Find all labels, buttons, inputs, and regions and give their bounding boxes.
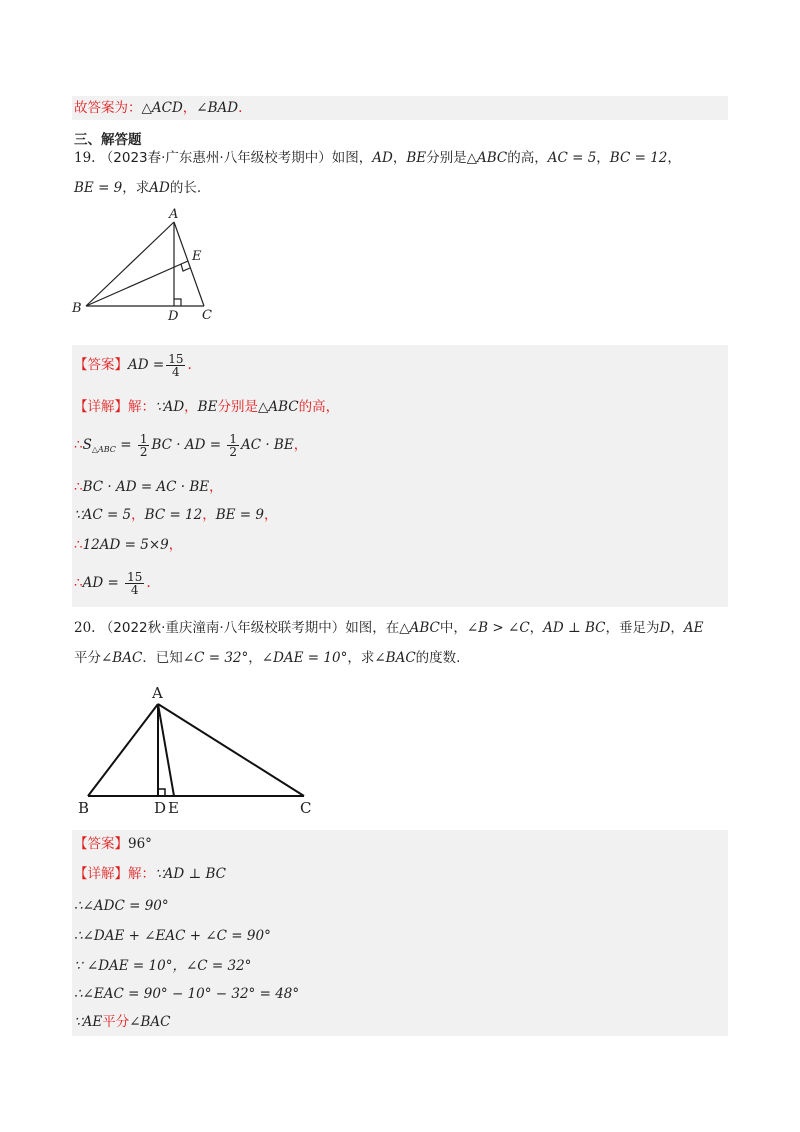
q19-side-ab [86,222,174,306]
q19-d2d: = [115,437,136,453]
q19-d6b: AD = [82,575,124,591]
q20-detail-line1 [74,864,226,884]
q20-bisector-ae [158,704,174,796]
q19-d5c: ， [168,537,183,553]
q19-answer-num: 15 [168,352,184,366]
q19-detail-line4 [74,505,278,525]
q19-t12: ，求 [122,180,150,196]
q19-d2-n1: 1 [139,432,148,446]
q19-d2b: S [82,437,92,453]
q19-d4d: ， [202,507,216,523]
q19-d6e: . [146,575,151,591]
q20-detail-tag: 【详解】解： [74,866,155,882]
prev-answer-line [74,98,242,118]
q20-t7: D [659,620,671,636]
q20-detail-line5: ∴∠EAC = 90° − 10° − 32° = 48° [74,986,300,1002]
section-title: 三、解答题 [74,132,142,148]
prev-answer-prefix: 故答案为： [74,100,142,116]
q20-solution [74,830,724,1036]
q20-l2g: ，求 [347,650,375,666]
q19-d3c: ， [209,479,223,495]
q19-d6-frac [125,571,144,596]
q19-detail-line5 [74,535,182,555]
q19-d2-frac2 [227,433,239,458]
q20-l2e: ， [248,650,262,666]
q19-t2: ， [392,150,407,166]
q20-t4: ， [529,620,544,636]
q20-label-d: D [154,799,167,817]
q20-l2h: ∠BAC [374,650,416,666]
q20-line2 [74,648,460,668]
q19-d4a: ∵AC = 5 [74,507,132,523]
q19-d5b: 12AD = 5×9 [82,537,169,553]
q20-d6c: ∠BAC [129,1014,171,1030]
q19-label-b: B [72,301,82,316]
q19-d2-n2: 1 [229,432,237,446]
q20-answer-line [74,834,152,854]
q19-answer-tag: 【答案】 [74,357,128,373]
prev-answer-sep: ， [182,100,197,116]
q20-label-a: A [152,684,163,702]
q20-detail-line3: ∴∠DAE + ∠EAC + ∠C = 90° [74,928,271,944]
q19-d4f: ， [264,507,278,523]
q20-source: （2022秋·重庆潼南·八年级校联考期中）如图，在 [99,620,400,636]
q19-d1a: ∵AD [155,399,185,415]
q20-number: 20. [74,620,96,636]
q20-label-c: C [300,799,312,817]
q19-answer-den: 4 [172,365,180,379]
q20-t2: 中， [439,620,467,636]
q20-t3: ∠B > ∠C [466,620,530,636]
q19-d1e: △ABC [257,399,299,415]
q20-d6a: ∵AE [74,1014,103,1030]
q20-side-ab [88,704,158,796]
q20-figure [70,680,330,820]
q20-l2b: ∠BAC [101,650,143,666]
q19-t9: BC = 12 [609,150,668,166]
q19-d4e: BE = 9 [215,507,264,523]
q20-label-b: B [78,799,90,817]
q20-l2c: ．已知 [142,650,183,666]
q19-d2-frac1 [138,433,150,458]
q19-label-c: C [202,308,212,323]
q19-answer-lhs: AD = [128,357,165,373]
q19-d2f: AC · BE [240,437,294,453]
q19-d2-d1: 2 [139,445,148,459]
q20-t1: △ABC [399,620,440,636]
q20-t9: AE [683,620,704,636]
q19-source: （2023春·广东惠州·八年级校考期中）如图， [99,150,373,166]
q19-d6-n: 15 [127,570,143,584]
q19-t4: 分别是 [426,150,467,166]
q20-detail-line4: ∵ ∠DAE = 10°，∠C = 32° [74,958,252,974]
q20-right-angle-d [158,789,165,796]
q19-t8: ， [596,150,610,166]
q19-label-a: A [169,207,179,222]
q19-d3a: ∴ [74,479,83,495]
q19-d6-d: 4 [130,583,139,597]
q19-line1 [74,148,681,168]
q19-t6: 的高， [507,150,548,166]
q19-t5: △ABC [466,150,508,166]
q20-l2f: ∠DAE = 10° [261,650,348,666]
q19-d6a: ∴ [74,575,83,591]
q20-t5: AD ⊥ BC [543,620,606,636]
q19-d2a: ∴ [74,437,83,453]
q20-answer-value: 96° [128,836,152,852]
q19-line2 [74,178,201,198]
q19-t13: AD [149,180,170,196]
q20-detail-line2: ∴∠ADC = 90° [74,898,169,914]
q19-d1d: 分别是 [217,399,258,415]
prev-answer-a1: △ACD [141,100,183,116]
q19-d2e: BC · AD = [151,437,226,453]
q19-detail-line2 [74,433,307,460]
q20-d1: ∵AD ⊥ BC [155,866,226,882]
q19-detail-line3 [74,477,223,497]
q19-detail-line6 [74,571,151,596]
q19-altitude-be [86,261,188,306]
q20-detail-line6 [74,1012,171,1032]
q19-t14: 的长. [169,180,202,196]
prev-answer-end: . [238,100,243,116]
q19-label-d: D [168,309,179,324]
q19-t1: AD [372,150,393,166]
q19-detail-line1 [74,397,339,417]
q19-label-e: E [192,249,202,264]
q20-l2a: 平分 [74,650,101,666]
q19-t10: ， [667,150,681,166]
q19-d3b: BC · AD = AC · BE [82,479,210,495]
q19-solution [74,345,724,607]
q19-d2c: △ABC [91,445,116,454]
q19-d4c: BC = 12 [144,507,203,523]
q19-d2g: ， [293,437,308,453]
q19-answer-line [74,353,192,378]
q19-figure [60,200,240,330]
q19-d5a: ∴ [74,537,83,553]
q20-side-ac [158,704,304,796]
q20-line1 [74,618,703,638]
q19-right-angle-d [174,299,181,306]
q19-answer-end: . [187,357,192,373]
q20-l2i: 的度数. [415,650,461,666]
q19-t3: BE [406,150,427,166]
q19-d2-d2: 2 [229,445,237,459]
q19-d1c: BE [197,399,218,415]
q19-d1b: ， [184,399,198,415]
q20-label-e: E [168,799,179,817]
prev-answer-a2: ∠BAD [196,100,239,116]
q19-detail-tag: 【详解】解： [74,399,155,415]
q20-answer-tag: 【答案】 [74,836,128,852]
q19-right-angle-e [181,264,190,271]
q19-answer-frac [166,353,185,378]
q20-t6: ，垂足为 [605,620,660,636]
q19-side-ac [174,222,204,306]
q19-t11: BE = 9 [74,180,123,196]
q19-d4b: ， [131,507,145,523]
q20-d6b: 平分 [102,1014,130,1030]
q19-t7: AC = 5 [547,150,597,166]
q20-l2d: ∠C = 32° [182,650,249,666]
q19-d1f: 的高， [298,399,340,415]
q20-t8: ， [670,620,684,636]
q19-number: 19. [74,150,96,166]
